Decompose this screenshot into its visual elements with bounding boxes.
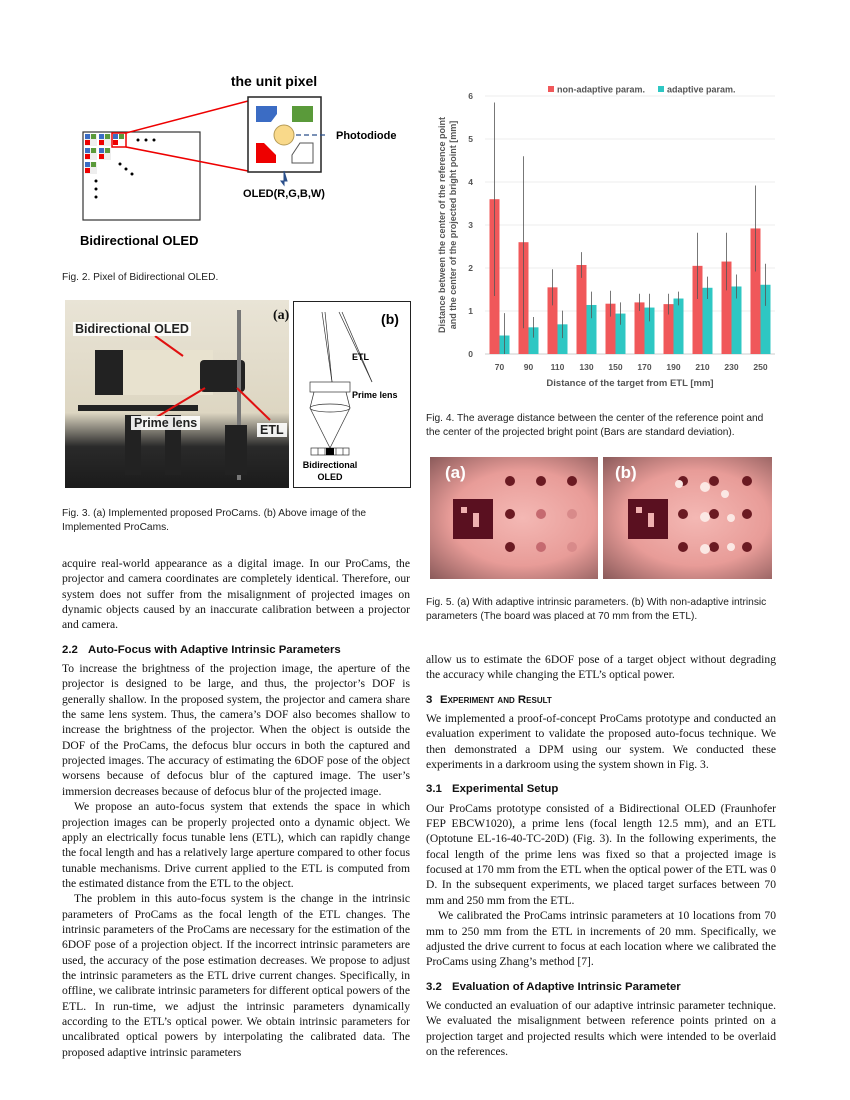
panel-b-label: (b) xyxy=(381,311,399,327)
section-title: Experiment and Result xyxy=(440,693,552,706)
label-etl: ETL xyxy=(257,423,287,437)
unit-pixel-label: the unit pixel xyxy=(230,73,318,89)
paragraph: We implemented a proof-of-concept ProCams prototype and conducted an evaluation experiment to validate the proposed auto-focus technique. We then demonstrated a DPM using our system. We conducted these experiments in a darkroom using the system shown in Fig. 3. xyxy=(426,712,776,772)
paragraph: We conducted an evaluation of our adaptive intrinsic parameter technique. We evaluated the misalignment between reference points printed on a projection target and projected results which were intended to be overlaid on the references. xyxy=(426,998,776,1058)
diagram-prime-lens-label: Prime lens xyxy=(352,390,398,400)
figure-5a-photo xyxy=(430,457,598,579)
legend-label: non-adaptive param. xyxy=(557,84,646,95)
legend-swatch xyxy=(658,86,664,92)
fig2-caption: Fig. 2. Pixel of Bidirectional OLED. xyxy=(62,272,219,283)
bidirectional-oled-label: Bidirectional OLED xyxy=(80,233,199,248)
x-tick-label: 230 xyxy=(724,362,739,372)
section-title: Experimental Setup xyxy=(452,783,559,796)
y-tick-label: 0 xyxy=(468,349,473,359)
section-number: 3.1 xyxy=(426,783,442,796)
figure-4-chart xyxy=(430,80,780,395)
paragraph: We calibrated the ProCams intrinsic parameters at 10 locations from 70 mm to 250 mm from the ETL in increments of 20 mm. Specifically, we adjusted the drive current to focus at each location where we calibrated the ProCams using Zhang’s method [7]. xyxy=(426,909,776,969)
y-axis-label-line1: Distance between the center of the reference point xyxy=(437,116,447,334)
y-tick-label: 6 xyxy=(468,91,473,101)
section-title: Evaluation of Adaptive Intrinsic Parameter xyxy=(452,980,681,993)
y-axis-label-line2: and the center of the projected bright point [mm] xyxy=(448,120,458,330)
oled-rgbw-label: OLED(R,G,B,W) xyxy=(243,188,325,200)
section-number: 2.2 xyxy=(62,643,78,656)
x-tick-label: 90 xyxy=(523,362,534,372)
diagram-etl-label: ETL xyxy=(352,352,369,362)
x-tick-label: 250 xyxy=(753,362,768,372)
section-number: 3.2 xyxy=(426,980,442,993)
bar-adaptive xyxy=(674,299,684,354)
x-tick-label: 70 xyxy=(494,362,505,372)
photodiode-label: Photodiode xyxy=(336,130,397,142)
paragraph: Our ProCams prototype consisted of a Bidirectional OLED (Fraunhofer FEP EBCW1020), a prime lens (focal length 12.5 mm), and an ETL (Optotune EL-16-40-TC-20D) (Fig. 3). In the following experiments, the focal length of the prime lens was fixed so that a projected image is focused at 170 mm from the ETL when the optical power of the ETL was 0 D. In the subsequent experiments, we placed target surfaces between 70 mm and 250 mm from the ETL. xyxy=(426,801,776,907)
left-column-text xyxy=(62,556,410,1060)
x-tick-label: 150 xyxy=(608,362,623,372)
panel-b-label: (b) xyxy=(615,463,637,482)
legend-swatch xyxy=(548,86,554,92)
section-3-2-heading xyxy=(426,980,776,995)
section-3-heading xyxy=(426,693,776,708)
bar-chart xyxy=(430,80,780,390)
y-tick-label: 3 xyxy=(468,220,473,230)
x-tick-label: 110 xyxy=(550,362,565,372)
fig4-caption: Fig. 4. The average distance between the center of the reference point and the center of the projected bright point (Bars are standard deviation). xyxy=(426,413,764,438)
x-axis-label: Distance of the target from ETL [mm] xyxy=(546,378,714,389)
panel-a-label: (a) xyxy=(445,463,466,482)
figure-3-photo xyxy=(65,300,289,488)
section-number: 3 xyxy=(426,693,433,706)
right-column-text xyxy=(426,652,776,1059)
label-bidirectional-oled: Bidirectional OLED xyxy=(75,322,189,336)
fig3-caption: Fig. 3. (a) Implemented proposed ProCams. (b) Above image of the Implemented ProCams. xyxy=(62,508,367,533)
paragraph: We propose an auto-focus system that extends the space in which projection images can be properly projected onto a dynamic object. We apply an electrically focus tunable lens (ETL), which can rapidly change the focal length and has a relatively large aperture compared to other focus tunable mechanisms. Drive current applied to the ETL is computed from the estimated distance from the ETL to the object. xyxy=(62,800,410,890)
bar-non-adaptive xyxy=(577,265,587,354)
paragraph: To increase the brightness of the projection image, the aperture of the projector is designed to be large, and thus, the projector’s DOF is generally shallow. In the proposed system, the projector and camera share the same lens system. Thus, the camera’s DOF also becomes shallow to increase the brightness of the projector. When the object is outside the DOF of the ProCams, the defocus blur occurs in both the captured and projected images. The accuracy of estimating the 6DOF pose of the object worsens because of defocus blur of the captured image. The user’s immersion decreases because of defocus blur of the projected image. xyxy=(62,662,410,798)
paragraph: allow us to estimate the 6DOF pose of a target object without degrading the accuracy while changing the ETL’s optical power. xyxy=(426,653,776,682)
label-prime-lens: Prime lens xyxy=(131,416,200,430)
panel-a-label: (a) xyxy=(273,308,289,323)
paragraph: acquire real-world appearance as a digital image. In our ProCams, the projector and camera coordinates are completely identical. Therefore, our system does not suffer from the misalignment of projected images on dynamic objects caused by an inaccurate calibration between a projector and camera. xyxy=(62,557,410,632)
paragraph: The problem in this auto-focus system is the change in the intrinsic parameters of ProCams as the focal length of the ETL changes. The intrinsic parameters of the ProCams are necessary for the estimation of the 6DOF pose of a projection object. If the incorrect intrinsic parameters are used, the accuracy of the pose estimation decreases. We propose to adjust the intrinsic parameters as the ETL drive current changes. Specifically, in offline, we calibrate intrinsic parameters for different optical powers of the ETL. In run-time, we adjust the intrinsic parameters dynamically according to the ETL’s optical power. We obtain intrinsic parameters for uncalibrated optical powers by interpolating the calibrated data. The proposed adaptive intrinsic parameters xyxy=(62,892,410,1059)
x-tick-label: 190 xyxy=(666,362,681,372)
section-title: Auto-Focus with Adaptive Intrinsic Parameters xyxy=(88,643,341,656)
figure-2 xyxy=(60,65,420,265)
diagram-oled-label-1: Bidirectional xyxy=(302,460,358,470)
section-3-1-heading xyxy=(426,782,776,797)
diagram-oled-label-2: OLED xyxy=(317,472,343,482)
y-tick-label: 1 xyxy=(468,306,473,316)
x-tick-label: 210 xyxy=(695,362,710,372)
figure-3-diagram xyxy=(293,301,411,488)
legend-label: adaptive param. xyxy=(667,84,736,95)
x-tick-label: 170 xyxy=(637,362,652,372)
figure-5b-photo xyxy=(603,457,772,579)
fig5-caption: Fig. 5. (a) With adaptive intrinsic parameters. (b) With non-adaptive intrinsic parameters (The board was placed at 70 mm from the ETL). xyxy=(426,597,767,622)
y-tick-label: 2 xyxy=(468,263,473,273)
section-2-2-heading xyxy=(62,643,410,658)
oled-pixel-diagram xyxy=(60,65,420,265)
y-tick-label: 5 xyxy=(468,134,473,144)
y-tick-label: 4 xyxy=(468,177,473,187)
x-tick-label: 130 xyxy=(579,362,594,372)
